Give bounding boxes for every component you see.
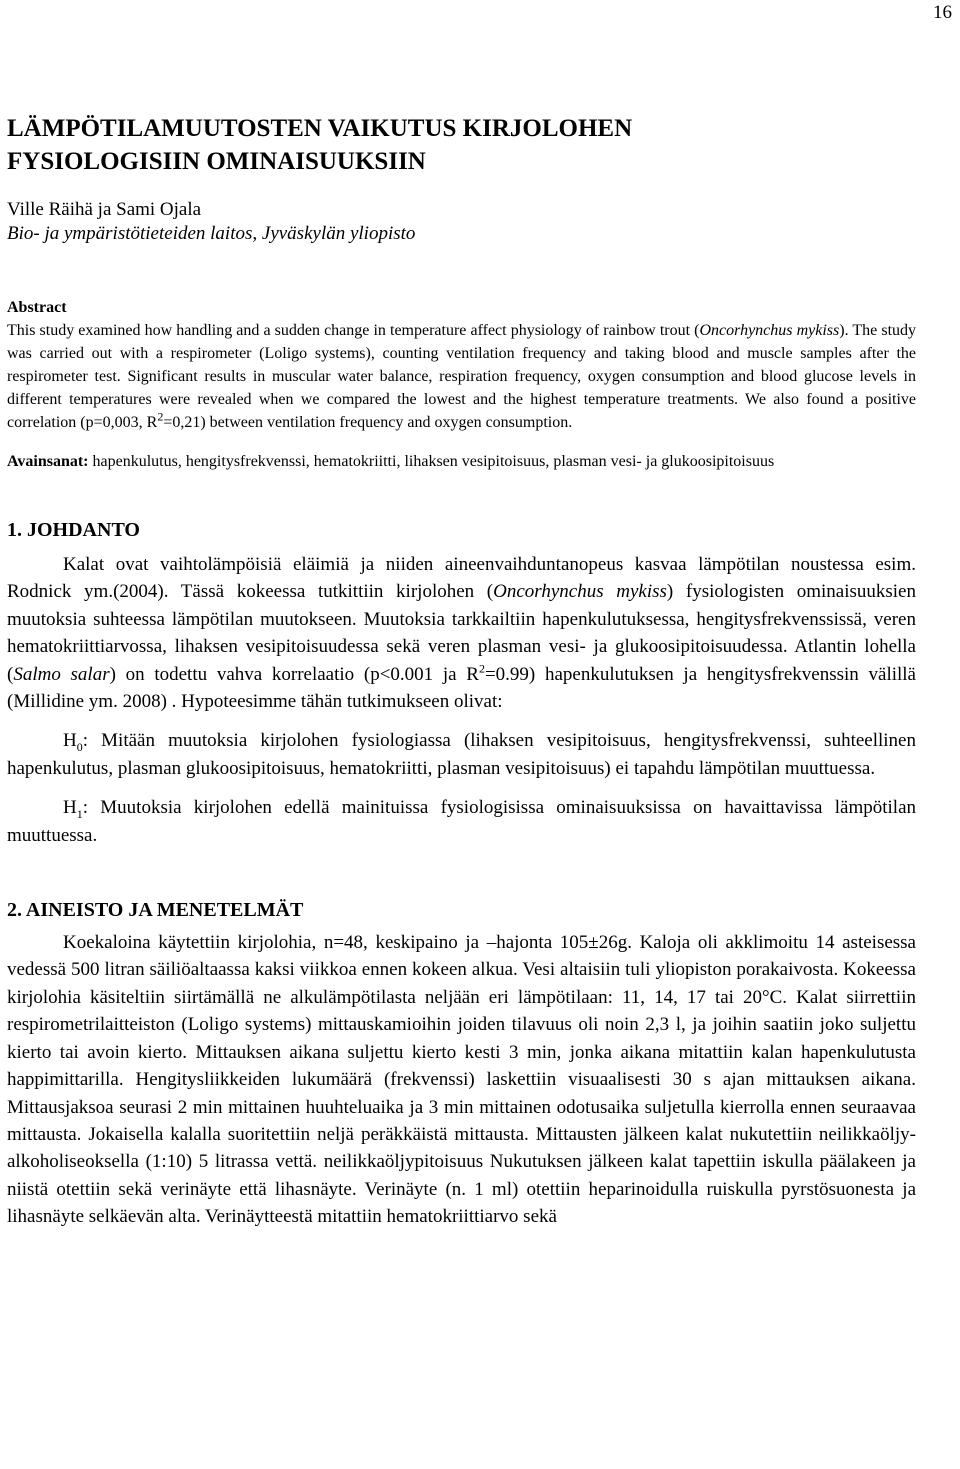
h0-letter: H [63, 730, 77, 752]
abstract-part-2: ). The study was carried out with a respirometer (Loligo systems), counting ventilation frequency and taking blood and muscle samples after the respirometer test. Significant results in muscular water balance, respiration frequency, oxygen consumption and blood glucose levels in different temperatures were revealed when we compared the lowest and the highest temperature treatments. We also found a positive correlation (p=0,003, R [7, 322, 917, 431]
abstract-heading: Abstract [7, 299, 67, 316]
s1-text-b: ) fysiologisten ominaisuuksien muutoksia suhteessa lämpötilan muutokseen. Muutoksia tarkkailtiin hapenkulutuksessa, hengitysfrekvenssissä, veren hematokriittiarvossa, lihaksen vesipitoisuudessa sekä veren plasman vesi- ja glukoosipitoisuudessa. Atlantin lohella ( [7, 581, 916, 685]
abstract-superscript: 2 [157, 409, 164, 424]
title-line-1: LÄMPÖTILAMUUTOSTEN VAIKUTUS KIRJOLOHEN [7, 115, 633, 142]
h1-text: : Muutoksia kirjolohen edellä mainituissa fysiologisissa ominaisuuksissa on havaittavissa lämpötilan muuttuessa. [7, 797, 916, 846]
s1-text-d: =0.99) hapenkulutuksen ja hengitysfrekvenssin välillä (Millidine ym. 2008) . Hypoteesimme tähän tutkimukseen olivat: [7, 663, 916, 713]
h0-subscript: 0 [76, 740, 83, 755]
h1-letter: H [63, 797, 77, 819]
section-1-heading: 1. JOHDANTO [7, 519, 140, 541]
keywords [7, 450, 916, 473]
affiliation: Bio- ja ympäristötieteiden laitos, Jyväskylän yliopisto [7, 223, 416, 244]
abstract-species: Oncorhynchus mykiss [699, 322, 840, 339]
section-2-paragraph: Koekaloina käytettiin kirjolohia, n=48, keskipaino ja –hajonta 105±26g. Kaloja oli akklimoitu 14 asteisessa vedessä 500 litran säiliöaltaassa kaksi viikkoa ennen kokeen alkua. Vesi altaisiin tuli yliopiston porakaivosta. Kokeessa kirjolohia käsiteltiin siirtämällä ne alkulämpötilasta neljään eri lämpötilaan: 11, 14, 17 tai 20°C. Kalat siirrettiin respirometrilaitteiston (Loligo systems) mittauskamioihin joiden tilavuus oli noin 2,3 l, ja joihin saatiin joko suljettu kierto tai avoin kierto. Mittauksen aikana suljettu kierto kesti 3 min, jonka aikana mitattiin kalan hapenkulutusta happimittarilla. Hengitysliikkeiden lukumäärä (frekvenssi) laskettiin visuaalisesti 30 s ajan mittauksen aikana. Mittausjaksoa seurasi 2 min mittainen huuhteluaika ja 3 min mittainen odotusaika suljetulla kierrolla ennen seuraavaa mittausta. Jokaisella kalalla suoritettiin neljä peräkkäistä mittausta. Mittausten jälkeen kalat nukutettiin neilikkaöljy-alkoholiseoksella (1:10) 5 litrassa vettä. neilikkaöljypitoisuus Nukutuksen jälkeen kalat tapettiin iskulla päälakeen ja niistä otettiin sekä verinäyte että lihasnäyte. Verinäyte (n. 1 ml) otettiin heparinoidulla ruiskulla pyrstösuonesta ja lihasnäyte selkäevän alta. Verinäytteestä mitattiin hematokriittiarvo sekä [7, 932, 916, 1228]
h1-subscript: 1 [76, 807, 83, 822]
keywords-text: hapenkulutus, hengitysfrekvenssi, hematokriitti, lihaksen vesipitoisuus, plasman vesi- ja glukoosipitoisuus [88, 453, 775, 470]
title-line-2: FYSIOLOGISIIN OMINAISUUKSIIN [7, 148, 426, 175]
s1-species-2: Salmo salar [13, 663, 110, 685]
authors: Ville Räihä ja Sami Ojala [7, 199, 202, 220]
section-1-paragraph [7, 551, 916, 715]
s1-species-1: Oncorhynchus mykiss [493, 581, 667, 603]
s1-text-c: ) on todettu vahva korrelaatio (p<0.001 ja R [109, 663, 479, 685]
hypothesis-h1 [7, 794, 916, 849]
article-title [7, 112, 916, 178]
hypothesis-h0 [7, 727, 916, 782]
section-2-heading: 2. AINEISTO JA MENETELMÄT [7, 899, 304, 922]
abstract-part-3: =0,21) between ventilation frequency and oxygen consumption. [163, 414, 573, 431]
s1-superscript: 2 [478, 661, 485, 676]
keywords-label: Avainsanat: [7, 453, 89, 470]
article [7, 112, 916, 1231]
page-number: 16 [933, 2, 952, 23]
h0-text: : Mitään muutoksia kirjolohen fysiologiassa (lihaksen vesipitoisuus, hengitysfrekvenssi, suhteellinen hapenkulutus, plasman glukoosipitoisuus, hematokriitti, plasman vesipitoisuus) ei tapahdu lämpötilan muuttuessa. [7, 730, 916, 779]
s1-text-a: Kalat ovat vaihtolämpöisiä eläimiä ja niiden aineenvaihduntanopeus kasvaa lämpötilan noustessa esim. Rodnick ym.(2004). Tässä kokeessa tutkittiin kirjolohen ( [7, 554, 916, 603]
abstract-part-1: This study examined how handling and a sudden change in temperature affect physiology of rainbow trout ( [7, 322, 700, 339]
abstract-text [7, 319, 916, 434]
